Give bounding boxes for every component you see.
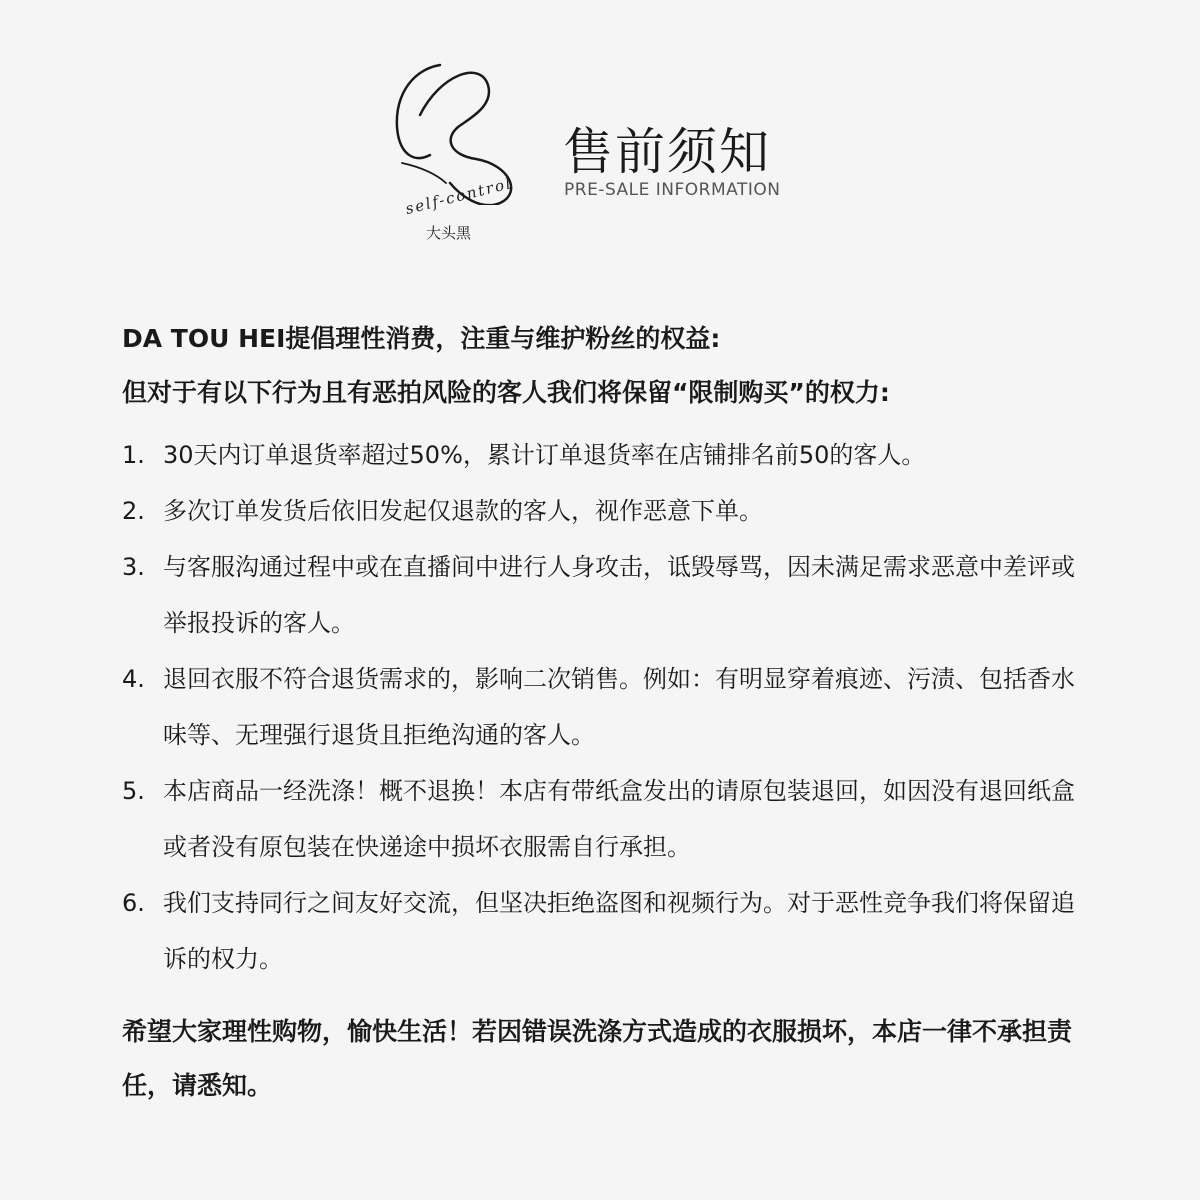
intro-line-2: 但对于有以下行为且有恶拍风险的客人我们将保留“限制购买”的权力: xyxy=(122,378,890,407)
list-item xyxy=(122,539,1082,651)
rule-number: 6. xyxy=(122,889,145,917)
rule-text: 30天内订单退货率超过50%，累计订单退货率在店铺排名前50的客人。 xyxy=(163,441,926,469)
rule-text: 多次订单发货后依旧发起仅退款的客人，视作恶意下单。 xyxy=(163,497,763,525)
rule-text: 我们支持同行之间友好交流，但坚决拒绝盗图和视频行为。对于恶性竞争我们将保留追诉的权力。 xyxy=(163,889,1075,973)
rule-number: 3. xyxy=(122,553,145,581)
rule-number: 2. xyxy=(122,497,145,525)
brand-logo xyxy=(380,55,540,245)
rules-list xyxy=(122,427,1082,987)
list-item xyxy=(122,651,1082,763)
list-item xyxy=(122,875,1082,987)
rule-number: 5. xyxy=(122,777,145,805)
logo-brand-name: 大头黑 xyxy=(426,224,472,242)
intro-line-1: DA TOU HEI提倡理性消费，注重与维护粉丝的权益: xyxy=(122,324,721,353)
logo-script-text: self-control xyxy=(403,174,515,218)
rule-number: 4. xyxy=(122,665,145,693)
rule-text: 退回衣服不符合退货需求的，影响二次销售。例如：有明显穿着痕迹、污渍、包括香水味等、无理强行退货且拒绝沟通的客人。 xyxy=(163,665,1075,749)
rule-text: 与客服沟通过程中或在直播间中进行人身攻击，诋毁辱骂，因未满足需求恶意中差评或举报投诉的客人。 xyxy=(163,553,1075,637)
list-item xyxy=(122,483,1082,539)
page-title: 售前须知 xyxy=(563,123,771,181)
list-item xyxy=(122,763,1082,875)
list-item xyxy=(122,427,1082,483)
closing-statement: 希望大家理性购物，愉快生活！若因错误洗涤方式造成的衣服损坏，本店一律不承担责任，请悉知。 xyxy=(122,1017,1073,1100)
rule-number: 1. xyxy=(122,441,145,469)
page-subtitle: PRE-SALE INFORMATION xyxy=(564,180,781,200)
intro-statement xyxy=(122,312,1122,420)
rule-text: 本店商品一经洗涤！概不退换！本店有带纸盒发出的请原包装退回，如因没有退回纸盒或者没有原包装在快递途中损坏衣服需自行承担。 xyxy=(163,777,1075,861)
